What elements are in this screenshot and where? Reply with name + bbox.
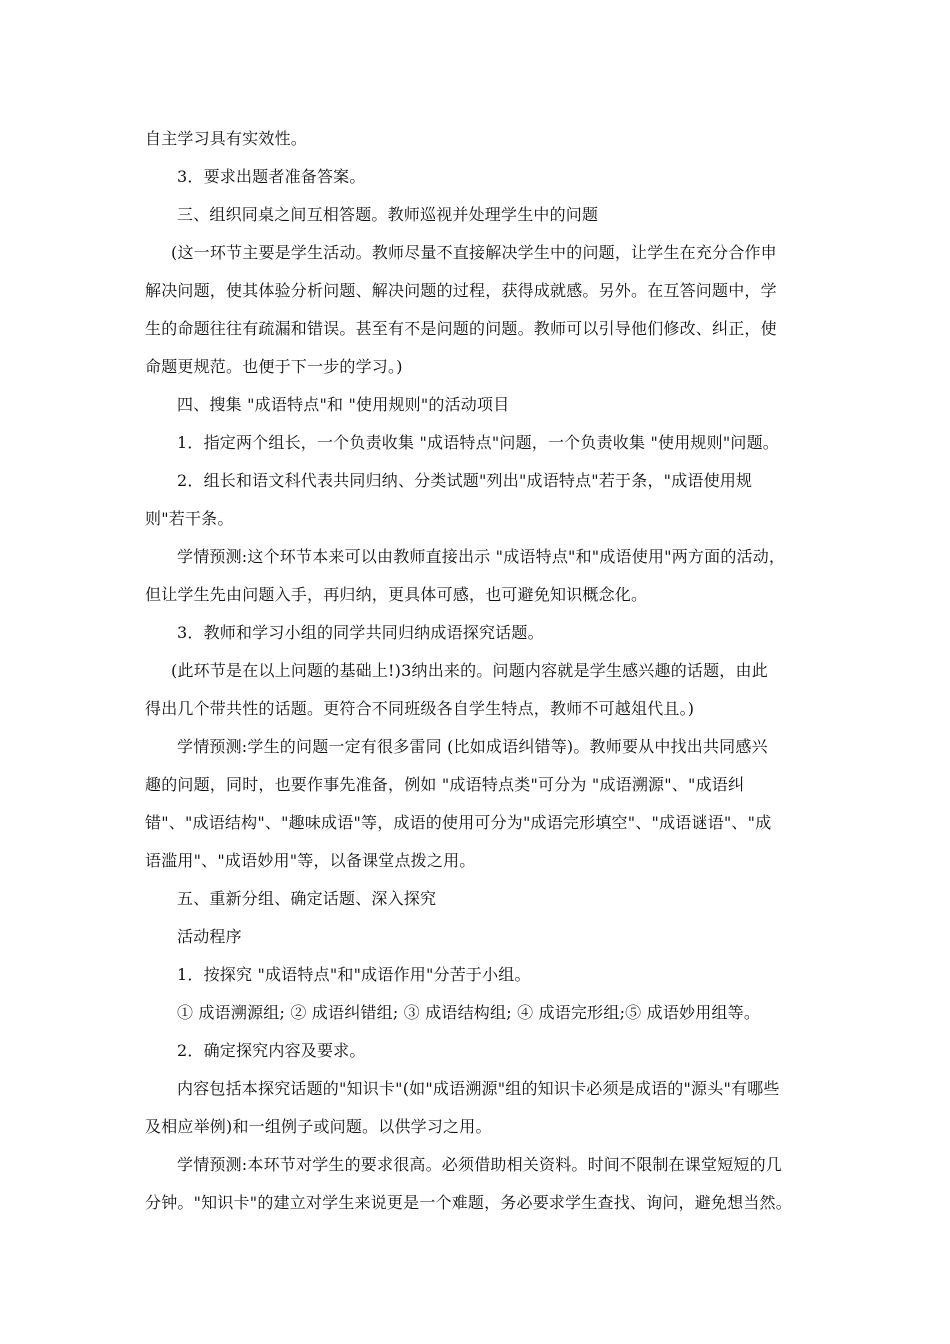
paragraph-line: 错"、"成语结构"、"趣味成语"等，成语的使用可分为"成语完形填空"、"成语谜语"、"成	[145, 813, 772, 832]
numbered-item: 1．指定两个组长，一个负责收集 "成语特点"问题，一个负责收集 "使用规则"问题。	[177, 433, 779, 452]
paragraph-line: 但让学生先由问题入手，再归纳，更具体可感，也可避免知识概念化。	[145, 585, 648, 604]
paragraph-line: 内容包括本探究话题的"知识卡"(如"成语溯源"组的知识卡必须是成语的"源头"有哪些	[177, 1079, 780, 1098]
paragraph-line: 则"若干条。	[145, 509, 234, 528]
paragraph-line: 及相应举例)和一组例子或问题。以供学习之用。	[145, 1117, 492, 1136]
list-item: ① 成语溯源组; ② 成语纠错组; ③ 成语结构组; ④ 成语完形组;⑤ 成语妙用组等。	[177, 1003, 761, 1022]
numbered-item: 2．组长和语文科代表共同归纳、分类试题"列出"成语特点"若于条，"成语使用规	[177, 471, 753, 490]
paragraph-line: 命题更规范。也便于下一步的学习。)	[145, 357, 403, 376]
paragraph-line: 趣的问题，同时，也要作事先准备，例如 "成语特点类"可分为 "成语溯源"、"成语纠	[145, 775, 745, 794]
numbered-item: 3．要求出题者准备答案。	[177, 167, 366, 186]
paragraph-line: 生的命题往往有疏漏和错误。甚至有不是问题的问题。教师可以引导他们修改、纠正，使	[145, 319, 777, 338]
subheading: 活动程序	[177, 927, 242, 946]
numbered-item: 2．确定探究内容及要求。	[177, 1041, 366, 1060]
paragraph-line: 得出几个带共性的话题。更符合不同班级各自学生特点，教师不可越俎代且。)	[145, 699, 695, 718]
document-body	[145, 120, 825, 1222]
paragraph-line: 分钟。"知识卡"的建立对学生来说更是一个难题，务必要求学生查找、询问，避免想当然。	[145, 1193, 792, 1212]
section-heading: 五、重新分组、确定话题、深入探究	[177, 889, 437, 908]
paragraph-line: 学情预测:本环节对学生的要求很高。必须借助相关资料。时间不限制在课堂短短的几	[177, 1155, 782, 1174]
paragraph-line: (这一环节主要是学生活动。教师尽量不直接解决学生中的问题，让学生在充分合作申	[171, 243, 777, 262]
paragraph-line: 学情预测:学生的问题一定有很多雷同 (比如成语纠错等)。教师要从中找出共同感兴	[177, 737, 768, 756]
paragraph-line: (此环节是在以上问题的基础上!)3纳出来的。问题内容就是学生感兴趣的话题，由此	[171, 661, 768, 680]
paragraph-line: 语滥用"、"成语妙用"等，以备课堂点拨之用。	[145, 851, 476, 870]
section-heading: 三、组织同桌之间互相答题。教师巡视并处理学生中的问题	[177, 205, 599, 224]
section-heading: 四、搜集 "成语特点"和 "使用规则"的活动项目	[177, 395, 510, 414]
paragraph-line: 自主学习具有实效性。	[145, 129, 308, 148]
paragraph-line: 学情预测:这个环节本来可以由教师直接出示 "成语特点"和"成语使用"两方面的活动，	[177, 547, 786, 566]
numbered-item: 1．按探究 "成语特点"和"成语作用"分苦于小组。	[177, 965, 531, 984]
paragraph-line: 解决问题，使其体验分析问题、解决问题的过程，获得成就感。另外。在互答问题中，学	[145, 281, 777, 300]
numbered-item: 3．教师和学习小组的同学共同归纳成语探究话题。	[177, 623, 544, 642]
